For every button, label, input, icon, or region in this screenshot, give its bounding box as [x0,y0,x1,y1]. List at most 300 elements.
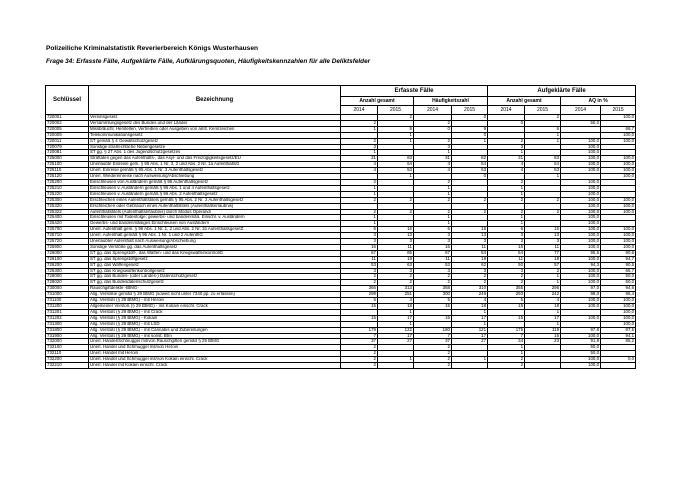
cell-aufgeklaert-2014: 355 [488,286,525,292]
cell-aufgeklaert-2014: 1 [488,185,525,191]
cell-schluessel: 725322 [46,209,89,215]
cell-schluessel: 732110 [46,351,89,357]
cell-aq-2014: 94,3 [561,262,601,268]
cell-erfasst-2014: 2 [341,138,378,144]
cell-hz-2014: 300 [414,292,452,298]
cell-erfasst-2014: 2 [341,357,378,363]
cell-erfasst-2015: 1 [378,138,414,144]
cell-aufgeklaert-2014: 2 [488,138,525,144]
cell-bezeichnung: Allg. Verstoß (§ 29 BtMG) - mit LSD [89,321,341,327]
cell-aufgeklaert-2015: 77 [525,250,561,256]
cell-hz-2014: 2 [414,351,452,357]
cell-aufgeklaert-2015: 57 [525,262,561,268]
cell-hz-2015: 0 [452,115,488,121]
cell-erfasst-2014: 2 [341,363,378,369]
cell-aq-2015: 100,0 [601,203,636,209]
cell-hz-2014: 180 [414,327,452,333]
cell-erfasst-2015: 122 [378,327,414,333]
cell-hz-2015: 3 [452,239,488,245]
cell-bezeichnung: Unerl. Aufenthalt gem. § 95 Abs. 1 Nr. 1, 2 und Abs. 2 Nr. 1b AufenthaltsgesetZ [89,227,341,233]
cell-schluessel: 732000 [46,339,89,345]
cell-aq-2015: 94,1 [601,333,636,339]
page-subtitle: Frage 34: Erfasste Fälle, Aufgeklärte Fälle, Aufklärungsquoten, Häufigkeitskennzahlen für alle Deliktsfelder [46,58,371,65]
cell-hz-2015: 54 [452,162,488,168]
cell-hz-2014: 3 [414,233,452,239]
cell-aq-2015: 100,0 [601,162,636,168]
cell-erfasst-2015: 17 [378,315,414,321]
cell-schluessel: 720079 [46,144,89,150]
cell-aufgeklaert-2015: 2 [525,268,561,274]
cell-bezeichnung: ST gg. das Waffengesetz [89,262,341,268]
cell-bezeichnung: ST gg. das Sprengstoffgesetz [89,256,341,262]
cell-erfasst-2014: 3 [341,268,378,274]
header-year: 2015 [452,106,488,115]
cell-aufgeklaert-2015: 2 [525,197,561,203]
cell-aq-2015: 85,2 [601,339,636,345]
cell-bezeichnung: Einschleusen v. Ausländern gemäß § 96 Abs. 1 und 4 Aufenthaltsgesetz [89,185,341,191]
cell-bezeichnung: Einschleusen von Ausländern gemäß § 96 Aufenthaltsgesetz [89,179,341,185]
cell-hz-2014: 2 [414,357,452,363]
header-year: 2014 [341,106,378,115]
cell-hz-2014: 3 [414,239,452,245]
cell-erfasst-2015: 54 [378,162,414,168]
cell-bezeichnung: Rauschgiftdelikte -BtMG- [89,286,341,292]
cell-aq-2014: 100,0 [561,280,601,286]
cell-erfasst-2015: 53 [378,168,414,174]
cell-aq-2014: 100,0 [561,150,601,156]
cell-aufgeklaert-2014: 4 [488,162,525,168]
cell-aq-2014: 98,0 [561,292,601,298]
cell-erfasst-2014: 2 [341,351,378,357]
header-year: 2014 [488,106,525,115]
cell-schluessel: 731800 [46,327,89,333]
cell-schluessel: 725320 [46,203,89,209]
cell-aufgeklaert-2015: 18 [525,304,561,310]
cell-aq-2015: 97,5 [601,327,636,333]
cell-hz-2015: 1 [452,138,488,144]
cell-hz-2014: 15 [414,304,452,310]
cell-hz-2015: 1 [452,321,488,327]
cell-erfasst-2014: 1 [341,150,378,156]
cell-hz-2014: 11 [414,256,452,262]
header-year: 2014 [414,106,452,115]
cell-aufgeklaert-2015: 1 [525,280,561,286]
cell-aq-2014: 100,0 [561,298,601,304]
cell-hz-2014: 1 [414,185,452,191]
cell-aq-2014: 100,0 [561,315,601,321]
cell-bezeichnung: Allg. Verstoß (§ 29 BtMG) - mit Cannabis und Zubereitungen [89,327,341,333]
cell-aq-2014: 100,0 [561,168,601,174]
cell-schluessel: 725400 [46,215,89,221]
cell-aq-2015: 50,0 [601,280,636,286]
cell-hz-2014: 3 [414,144,452,150]
cell-erfasst-2015: 2 [378,209,414,215]
cell-aq-2014: 100,0 [561,227,601,233]
cell-erfasst-2015: 251 [378,292,414,298]
cell-hz-2015: 19 [452,256,488,262]
cell-aufgeklaert-2014: 2 [488,209,525,215]
cell-aq-2014: 100,0 [561,274,601,280]
cell-aq-2014: 100,0 [561,304,601,310]
cell-schluessel: 732200 [46,357,89,363]
cell-hz-2014: 1 [414,221,452,227]
cell-aufgeklaert-2014: 64 [488,250,525,256]
cell-aq-2014: 100,0 [561,268,601,274]
cell-bezeichnung: Allg. Verstöße gemäß § 29 BtMG (soweit nicht unter 7340 pp. zu erfassen) [89,292,341,298]
cell-erfasst-2015: 2 [378,280,414,286]
cell-erfasst-2015: 3 [378,239,414,245]
cell-aq-2014: 97,0 [561,286,601,292]
cell-aufgeklaert-2014: 15 [488,304,525,310]
cell-hz-2015: 13 [452,233,488,239]
cell-aufgeklaert-2015: 17 [525,315,561,321]
header-aufgeklaerte-faelle: Aufgeklärte Fälle [488,86,636,97]
cell-aq-2015: 100,0 [601,174,636,180]
cell-bezeichnung: Unerlaubter Aufenthalt nach Ausweisung/Abschiebung [89,239,341,245]
cell-aq-2015: 94,7 [601,256,636,262]
cell-aufgeklaert-2015: 11 [525,244,561,250]
cell-aufgeklaert-2015: 1 [525,132,561,138]
cell-erfasst-2014: 3 [341,233,378,239]
cell-aq-2015: 90,6 [601,250,636,256]
cell-aq-2014: 100,0 [561,363,601,369]
cell-hz-2014: 2 [414,280,452,286]
cell-erfasst-2015: 1 [378,309,414,315]
cell-erfasst-2014: 179 [341,327,378,333]
cell-aq-2015: 100,0 [601,209,636,215]
cell-erfasst-2015: 27 [378,339,414,345]
cell-bezeichnung: Sonstige strafrechtliche Nebengesetze [89,144,341,150]
cell-aq-2014: 50,0 [561,120,601,126]
cell-erfasst-2014: 2 [341,280,378,286]
cell-hz-2015: 121 [452,327,488,333]
cell-aufgeklaert-2014: 2 [488,280,525,286]
table-row [46,363,636,369]
cell-hz-2015: 310 [452,286,488,292]
cell-schluessel: 730000 [46,286,89,292]
cell-aq-2015: 100,0 [601,227,636,233]
cell-aufgeklaert-2015: 2 [525,209,561,215]
cell-schluessel: 725420 [46,221,89,227]
cell-bezeichnung: Aufenthaltstitels (Aufenthaltserlaubnis) durch Modus Operandi [89,209,341,215]
cell-erfasst-2014: 6 [341,227,378,233]
cell-erfasst-2015: 16 [378,227,414,233]
cell-hz-2015 [452,363,488,369]
cell-schluessel: 728000 [46,274,89,280]
cell-erfasst-2014: 1 [341,185,378,191]
cell-hz-2015: 53 [452,168,488,174]
cell-schluessel: 725120 [46,174,89,180]
cell-erfasst-2015: 313 [378,286,414,292]
header-year: 2015 [601,106,636,115]
cell-hz-2014: 15 [414,315,452,321]
cell-aq-2014: 100,0 [561,203,601,209]
header-year: 2015 [378,106,414,115]
cell-schluessel: 731201 [46,309,89,315]
cell-aufgeklaert-2015: 16 [525,227,561,233]
cell-schluessel: 725110 [46,168,89,174]
cell-aq-2014: 100,0 [561,357,601,363]
cell-erfasst-2014: 4 [341,162,378,168]
cell-aufgeklaert-2014: 1 [488,221,525,227]
cell-aq-2014: 100,0 [561,221,601,227]
cell-hz-2015: 9 [452,126,488,132]
cell-aufgeklaert-2015: 23 [525,339,561,345]
cell-hz-2014: 1 [414,191,452,197]
cell-schluessel: 720005 [46,126,89,132]
cell-bezeichnung: Unerl. Wiedereinreise nach Ausweisung/Abschiebung [89,174,341,180]
cell-aq-2014: 100,0 [561,256,601,262]
cell-bezeichnung: Unerl. Einreise gemäß § 95 Abs. 1 Nr. 3 Aufenthaltsgesetz [89,168,341,174]
cell-hz-2015: 1 [452,357,488,363]
cell-aufgeklaert-2014: 3 [488,239,525,245]
cell-erfasst-2014: 7 [341,333,378,339]
cell-aufgeklaert-2014: 0 [488,120,525,126]
cell-bezeichnung: Allgemeiner Verstoß (§ 29 BtMG) - mit Kokain einschl. Crack [89,304,341,310]
cell-aufgeklaert-2014: 2 [488,197,525,203]
cell-bezeichnung: Einschleusen v. Ausländern gemäß § 96 Abs. 2 Aufenthaltsgesetz [89,191,341,197]
cell-aufgeklaert-2015: 4 [525,298,561,304]
cell-aq-2014: 100,0 [561,191,601,197]
cell-aq-2015: 100,0 [601,321,636,327]
cell-hz-2014: 2 [414,120,452,126]
cell-hz-2015: 17 [452,315,488,321]
cell-aufgeklaert-2014: 7 [488,333,525,339]
cell-hz-2015: 62 [452,262,488,268]
cell-schluessel: 725200 [46,179,89,185]
cell-erfasst-2015: 19 [378,256,414,262]
cell-aufgeklaert-2014: 3 [488,233,525,239]
cell-schluessel: 728020 [46,280,89,286]
cell-aufgeklaert-2014: 2 [488,179,525,185]
cell-aufgeklaert-2014: 2 [488,274,525,280]
cell-aq-2014: 100,0 [561,209,601,215]
cell-erfasst-2015: 1 [378,174,414,180]
cell-erfasst-2015: 13 [378,233,414,239]
cell-bezeichnung: Unerl. Handel mit Heroin [89,351,341,357]
cell-aufgeklaert-2014: 16 [488,244,525,250]
cell-aufgeklaert-2014: 175 [488,327,525,333]
cell-aufgeklaert-2015: 53 [525,168,561,174]
cell-hz-2014: 3 [414,268,452,274]
cell-aufgeklaert-2015: 13 [525,233,561,239]
cell-bezeichnung: ST gg. das Kriegswaffenkontrollgesetz [89,268,341,274]
cell-aq-2015: 100,0 [601,115,636,121]
cell-aq-2015: 96,4 [601,292,636,298]
cell-aq-2014: 100,0 [561,333,601,339]
cell-hz-2015: 0 [452,132,488,138]
cell-hz-2014: 2 [414,345,452,351]
cell-erfasst-2015: 1 [378,357,414,363]
cell-bezeichnung: ST gg. § 27 Abs. 1 des Jugendschutzgesetzes [89,150,341,156]
cell-hz-2014: 5 [414,298,452,304]
cell-aufgeklaert-2015: 1 [525,321,561,327]
cell-hz-2014: 2 [414,363,452,369]
cell-bezeichnung: Unerl. Aufenthalt gemäß § 95 Abs. 1 Nr. 1 und 2 AufenthG [89,233,341,239]
cell-aufgeklaert-2015: 3 [525,239,561,245]
cell-schluessel: 726100 [46,256,89,262]
cell-aufgeklaert-2014: 50 [488,262,525,268]
cell-aq-2015: 100,0 [601,197,636,203]
cell-hz-2014: 0 [414,126,452,132]
cell-schluessel: 725710 [46,233,89,239]
cell-schluessel: 725100 [46,162,89,168]
header-year: 2014 [561,106,601,115]
cell-bezeichnung: Allg. Verstoß (§ 29 BtMG) - Kokain [89,315,341,321]
cell-aufgeklaert-2014: 3 [488,144,525,150]
cell-erfasst-2014: 2 [341,197,378,203]
cell-bezeichnung: Gewerbs- und bandenmäßiges Einschleusen von Ausländern [89,221,341,227]
cell-aufgeklaert-2014: 1 [488,345,525,351]
cell-aufgeklaert-2015: 1 [525,274,561,280]
cell-hz-2014: 1 [414,150,452,156]
cell-hz-2015: 1 [452,309,488,315]
cell-bezeichnung: Straftaten gegen das Aufenthalts-, das Asyl- und das Freizügigkeitsgesetz/EU [89,156,341,162]
cell-aq-2015: 100,0 [601,168,636,174]
cell-bezeichnung: Allg. Verstoß (§ 29 BtMG) - mit sonst. Btm [89,333,341,339]
cell-bezeichnung: ST gemäß § 4 Gewaltschutzgesetz [89,138,341,144]
cell-hz-2014: 4 [414,162,452,168]
header-bezeichnung: Bezeichnung [89,86,341,115]
cell-hz-2015: 18 [452,304,488,310]
cell-hz-2015: 82 [452,156,488,162]
cell-hz-2015: 0 [452,174,488,180]
cell-hz-2014: 7 [414,333,452,339]
cell-aq-2014: 100,0 [561,244,601,250]
cell-hz-2014: 2 [414,209,452,215]
header-anzahl-gesamt: Anzahl gesamt [341,97,414,106]
cell-hz-2015: 27 [452,339,488,345]
cell-hz-2015: 2 [452,274,488,280]
cell-aq-2015: 90,5 [601,262,636,268]
cell-erfasst-2014: 2 [341,209,378,215]
cell-bezeichnung: Erschleichen oder Gebrauch eines Aufenthaltstitels (Aufenthaltserlaubnis) [89,203,341,209]
cell-schluessel: 731000 [46,292,89,298]
cell-aq-2014: 50,0 [561,351,601,357]
cell-aq-2015: 94,6 [601,286,636,292]
header-aq: AQ in % [561,97,636,106]
cell-bezeichnung: Einschleusen mit Todesfolge; gewerbs- und bandenmäß. Einschl. v. Ausländern [89,215,341,221]
cell-hz-2014: 368 [414,286,452,292]
cell-erfasst-2015: 4 [378,298,414,304]
cell-aufgeklaert-2014: 34 [488,339,525,345]
cell-aq-2015: 100,0 [601,309,636,315]
cell-erfasst-2015: 18 [378,304,414,310]
cell-aufgeklaert-2015: 119 [525,327,561,333]
cell-hz-2015: 4 [452,298,488,304]
cell-aufgeklaert-2014: 1 [488,351,525,357]
cell-aq-2015: 100,0 [601,298,636,304]
cell-bezeichnung: Unerl. Handel und Schmuggel mit/von Heroin [89,345,341,351]
cell-schluessel: 732100 [46,345,89,351]
cell-erfasst-2014: 366 [341,286,378,292]
cell-schluessel: 726300 [46,268,89,274]
cell-hz-2014: 2 [414,197,452,203]
cell-bezeichnung: ST gg. das Sprengstoff-, das Waffen- und das KriegswaffenkontrollG [89,250,341,256]
cell-aufgeklaert-2015: 18 [525,256,561,262]
cell-aq-2014: 97,8 [561,327,601,333]
header-erfasste-faelle: Erfasste Fälle [341,86,488,97]
cell-aq-2014: 100,0 [561,144,601,150]
cell-aq-2014: 100,0 [561,162,601,168]
header-haeufigkeitszahl: Häufigkeitszahl [414,97,488,106]
cell-erfasst-2014: 15 [341,315,378,321]
cell-aufgeklaert-2015: 1 [525,309,561,315]
cell-aufgeklaert-2014: 11 [488,256,525,262]
cell-aq-2014: 100,0 [561,197,601,203]
cell-hz-2015: 2 [452,280,488,286]
cell-bezeichnung: Erschleichen eines Aufenthaltstitels gemäß § 95 Abs. 2 Nr. 2 Aufenthaltsgesetz [89,197,341,203]
cell-aq-2014: 50,0 [561,345,601,351]
cell-bezeichnung: Vereinsgesetz [89,115,341,121]
cell-hz-2015: 84 [452,250,488,256]
cell-aq-2014: 100,0 [561,233,601,239]
cell-hz-2014: 37 [414,339,452,345]
statistics-table [45,85,636,369]
cell-erfasst-2014: 2 [341,274,378,280]
cell-erfasst-2014: 2 [341,120,378,126]
cell-aq-2015: 0,0 [601,357,636,363]
cell-schluessel: 720081 [46,150,89,156]
cell-aufgeklaert-2015: 1 [525,138,561,144]
cell-schluessel: 725220 [46,191,89,197]
cell-erfasst-2014: 299 [341,292,378,298]
cell-bezeichnung: Unerl. Handel/Schmuggel mit/von Rauschgiften gemäß § 29 BtMG [89,339,341,345]
cell-erfasst-2014: 3 [341,239,378,245]
cell-bezeichnung: Versammlungsgesetz des Bundes und der Länder [89,120,341,126]
cell-hz-2014: 31 [414,156,452,162]
cell-aq-2014: 100,0 [561,215,601,221]
cell-schluessel: 725000 [46,156,89,162]
cell-aufgeklaert-2015 [525,363,561,369]
cell-bezeichnung: Allg. Verstoß (§ 29 BtMG) - mit Crack [89,309,341,315]
cell-hz-2014: 4 [414,168,452,174]
cell-aq-2014: 91,9 [561,339,601,345]
cell-erfasst-2014: 2 [341,345,378,351]
cell-bezeichnung: Unerl. Handel mit Kokain einschl. Crack [89,363,341,369]
cell-erfasst-2015: 83 [378,156,414,162]
page-title: Polizeiliche Kriminalstatistik Reverierbereich Königs Wusterhausen [46,45,259,52]
cell-schluessel: 731100 [46,298,89,304]
cell-aq-2015: 100,0 [601,233,636,239]
cell-aq-2015: 100,0 [601,244,636,250]
cell-aq-2015: 100,0 [601,132,636,138]
cell-schluessel: 725300 [46,197,89,203]
cell-erfasst-2015: 3 [378,268,414,274]
cell-aufgeklaert-2014: 3 [488,268,525,274]
cell-erfasst-2014: 11 [341,256,378,262]
cell-aq-2015: 100,0 [601,138,636,144]
cell-aq-2014: 95,5 [561,250,601,256]
cell-erfasst-2015: 11 [378,244,414,250]
cell-aufgeklaert-2014: 1 [488,150,525,156]
cell-bezeichnung: ST gg. das Bundes- (oder Landes-) Datenschutzgesetz [89,274,341,280]
cell-erfasst-2014: 1 [341,215,378,221]
cell-aq-2015: 66,7 [601,268,636,274]
cell-erfasst-2014: 3 [341,144,378,150]
cell-hz-2014: 53 [414,262,452,268]
table-body [46,115,636,369]
cell-hz-2015: 16 [452,227,488,233]
cell-erfasst-2015: 2 [378,115,414,121]
cell-bezeichnung: Unerlaubte Einreise gem. § 95 Abs. 1 Nr. 3, 2 und Abs. 2 Nr. 1a AufenthaltsG [89,162,341,168]
cell-hz-2014: 67 [414,250,452,256]
cell-aufgeklaert-2015: 16 [525,333,561,339]
cell-bezeichnung: Sonstige Verstöße gg. das Aufenthaltsgesetz [89,244,341,250]
cell-aufgeklaert-2014: 1 [488,215,525,221]
cell-erfasst-2014: 1 [341,221,378,227]
cell-aufgeklaert-2015: 6 [525,126,561,132]
